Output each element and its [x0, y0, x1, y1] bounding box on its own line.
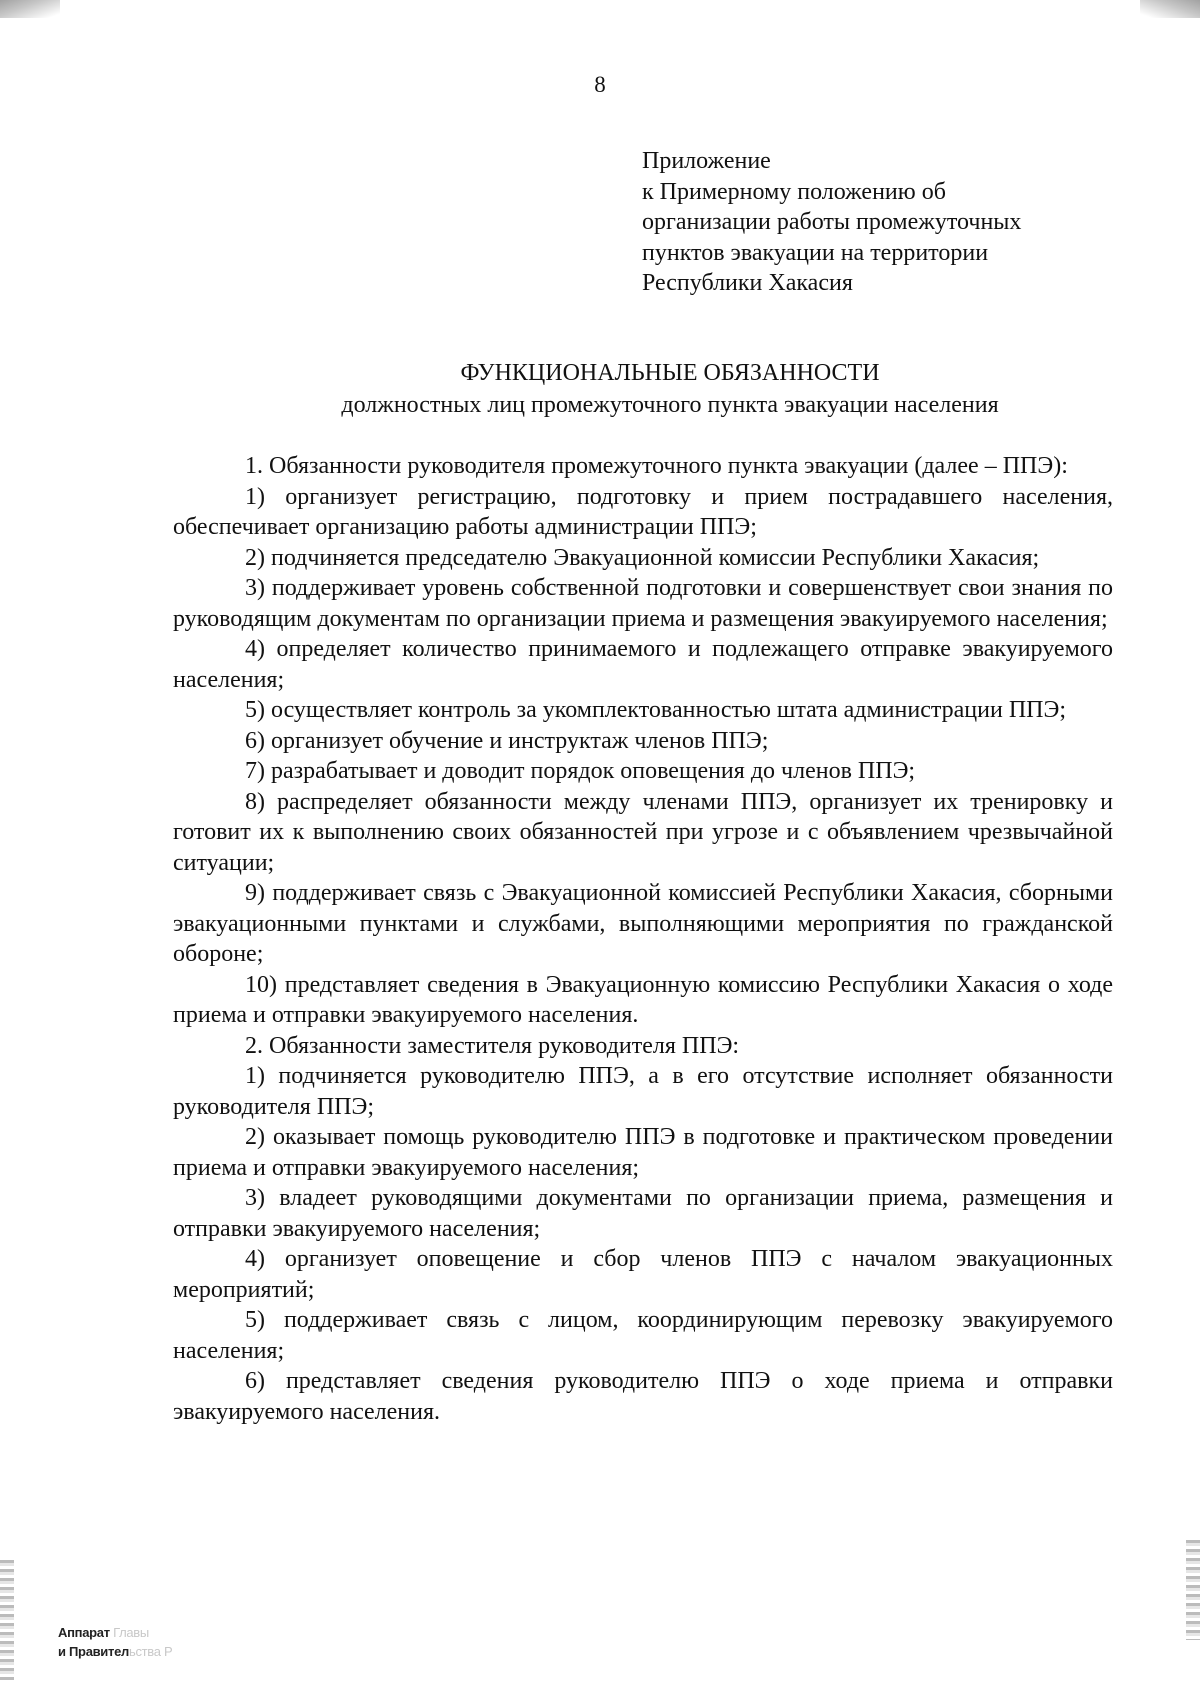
list-item: 4) определяет количество принимаемого и подлежащего отправке эвакуируемого населения;	[173, 636, 1113, 693]
page-number: 8	[594, 72, 606, 97]
document-subtitle: должностных лиц промежуточного пункта эвакуации населения	[341, 392, 999, 418]
list-item: 9) поддерживает связь с Эвакуационной комиссией Республики Хакасия, сборными эвакуационными пунктами и службами, выполняющими мероприятия по гражданской обороне;	[173, 880, 1113, 967]
appendix-line: организации работы промежуточных	[642, 209, 1022, 235]
list-item: 3) поддерживает уровень собственной подготовки и совершенствует свои знания по руководящим документам по организации приема и размещения эвакуируемого населения;	[173, 575, 1113, 632]
list-item: 6) представляет сведения руководителю ППЭ о ходе приема и отправки эвакуируемого населения.	[173, 1368, 1113, 1425]
list-item: 5) осуществляет контроль за укомплектованностью штата администрации ППЭ;	[245, 697, 1067, 723]
list-item: 5) поддерживает связь с лицом, координирующим перевозку эвакуируемого населения;	[173, 1307, 1113, 1364]
document-title: ФУНКЦИОНАЛЬНЫЕ ОБЯЗАННОСТИ	[460, 360, 880, 386]
scan-artifact-top-left	[0, 0, 60, 18]
list-item: 8) распределяет обязанности между членами ППЭ, организует их тренировку и готовит их к выполнению своих обязанностей при угрозе и с объявлением чрезвычайной ситуации;	[173, 788, 1113, 876]
scan-artifact-right-edge	[1186, 1540, 1200, 1640]
list-item: 2) подчиняется председателю Эвакуационной комиссии Республики Хакасия;	[245, 544, 1040, 571]
appendix-line: Республики Хакасия	[642, 270, 853, 296]
appendix-line: пунктов эвакуации на территории	[642, 239, 989, 266]
section-heading: 1. Обязанности руководителя промежуточного пункта эвакуации (далее – ППЭ):	[245, 453, 1068, 479]
list-item: 2) оказывает помощь руководителю ППЭ в подготовке и практическом проведении приема и отправки эвакуируемого населения;	[173, 1124, 1113, 1181]
list-item: 1) организует регистрацию, подготовку и прием пострадавшего населения, обеспечивает организацию работы администрации ППЭ;	[173, 483, 1113, 540]
stamp-text: и Правител	[58, 1644, 129, 1659]
appendix-line: Приложение	[642, 148, 771, 174]
stamp-text-faint: Главы	[113, 1625, 149, 1640]
list-item: 7) разрабатывает и доводит порядок оповещения до членов ППЭ;	[245, 758, 916, 784]
list-item: 10) представляет сведения в Эвакуационную комиссию Республики Хакасия о ходе приема и отправки эвакуируемого населения.	[173, 971, 1113, 1028]
stamp-text-faint: ьства Р	[128, 1644, 173, 1659]
document-body	[173, 451, 1113, 1427]
scan-artifact-top-right	[1140, 0, 1200, 18]
appendix-line: к Примерному положению об	[642, 178, 946, 205]
list-item: 6) организует обучение и инструктаж членов ППЭ;	[245, 727, 769, 754]
office-stamp	[58, 1623, 172, 1661]
stamp-text: Аппарат	[58, 1625, 110, 1640]
scan-artifact-left-edge	[0, 1560, 14, 1680]
list-item: 4) организует оповещение и сбор членов ППЭ с началом эвакуационных мероприятий;	[173, 1246, 1113, 1303]
list-item: 1) подчиняется руководителю ППЭ, а в его отсутствие исполняет обязанности руководителя ППЭ;	[173, 1063, 1113, 1120]
section-heading: 2. Обязанности заместителя руководителя ППЭ:	[245, 1032, 740, 1059]
appendix-block	[642, 146, 1122, 299]
list-item: 3) владеет руководящими документами по организации приема, размещения и отправки эвакуируемого населения;	[173, 1185, 1113, 1242]
